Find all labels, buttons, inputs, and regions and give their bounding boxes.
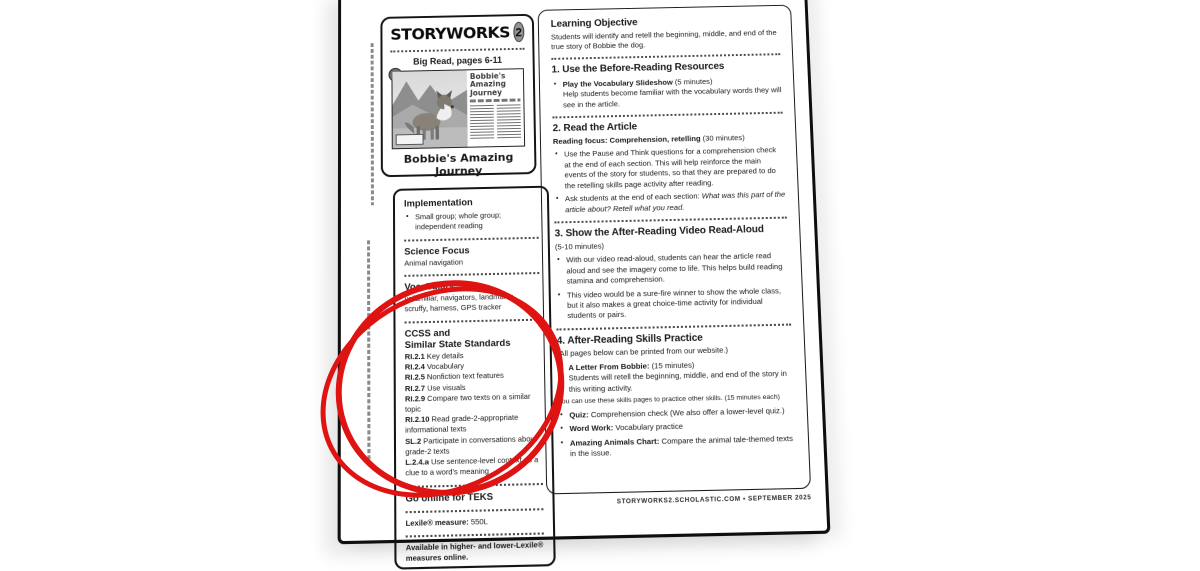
standard-item: L.2.4.a Use sentence-level context as a clue to a word's meaning bbox=[405, 454, 539, 478]
faux-text-column bbox=[497, 104, 521, 138]
lexile-note: Available in higher- and lower-Lexile® measures online. bbox=[405, 539, 544, 564]
lesson-plan-panel bbox=[538, 5, 811, 495]
standard-item: RI.2.10 Read grade-2-appropriate informational texts bbox=[405, 412, 519, 436]
section4-wordwork-bullet: Word Work: Vocabulary practice bbox=[569, 421, 684, 434]
bullet-marker: • bbox=[560, 425, 563, 433]
section1-bullet-lead: Play the Vocabulary Slideshow (5 minutes) bbox=[562, 76, 713, 89]
faux-text-column bbox=[470, 105, 494, 139]
thumbnail-subtitle-lines bbox=[470, 98, 520, 102]
article-title: Bobbie's Amazing Journey bbox=[403, 150, 514, 178]
section3-bullet2: This video would be a sure-fire winner to show the whole class, but it also makes a great choice-time activity for individual students or pairs. bbox=[566, 285, 782, 321]
teacher-guide-page bbox=[338, 0, 831, 564]
storyworks-logo bbox=[390, 22, 524, 45]
standard-item: RI.2.9 Compare two texts on a similar topic bbox=[404, 391, 531, 414]
dotted-divider bbox=[404, 271, 539, 277]
section2-bullet1: Use the Pause and Think questions for a comprehension check at the end of each section. This will help reinforce the main events of the story for students, so that they are prepared to do the retelling skills page activity after reading. bbox=[564, 145, 777, 191]
ccss-heading-line1: CCSS and bbox=[404, 327, 451, 339]
section4-bullet1-lead: A Letter From Bobbie: (15 minutes) bbox=[568, 360, 695, 373]
section3-time: (5-10 minutes) bbox=[554, 241, 605, 252]
bullet-marker: • bbox=[560, 411, 563, 419]
dotted-divider bbox=[552, 111, 782, 119]
standards-sidebar bbox=[393, 186, 556, 570]
section2-reading-focus: Reading focus: Comprehension, retelling (30 minutes) bbox=[552, 132, 745, 146]
implementation-text: Small group; whole group; independent reading bbox=[415, 210, 502, 232]
section4-heading: 4. After-Reading Skills Practice bbox=[556, 332, 703, 347]
teks-heading: Go online for TEKS bbox=[405, 490, 494, 504]
section4-chart-bullet: Amazing Animals Chart: Compare the animal tale-themed texts in the issue. bbox=[569, 433, 794, 459]
standard-item: RI.2.7 Use visuals bbox=[404, 382, 466, 393]
dotted-divider bbox=[556, 322, 791, 330]
section4-bullet1-body: Students will retell the beginning, middle, and end of the story in this writing activity. bbox=[568, 369, 788, 394]
dotted-divider bbox=[405, 481, 543, 487]
bullet-marker: • bbox=[553, 81, 557, 88]
standards-list bbox=[405, 349, 543, 479]
dotted-divider bbox=[406, 507, 544, 513]
dotted-divider bbox=[404, 235, 539, 241]
standard-item: RI.2.4 Vocabulary bbox=[404, 361, 465, 372]
science-focus-text: Animal navigation bbox=[404, 257, 464, 268]
article-preview-box bbox=[380, 14, 536, 177]
learning-objective-heading: Learning Objective bbox=[550, 17, 638, 30]
article-thumbnail-text bbox=[467, 69, 524, 147]
dotted-divider bbox=[390, 47, 524, 53]
section3-bullet1: With our video read-aloud, students can hear the article read aloud and see the imagery come to life. This helps build reading stamina and comprehension. bbox=[566, 251, 783, 286]
thumbnail-body-columns bbox=[470, 104, 521, 138]
section4-paragraph: You can use these skills pages to practice other skills. (15 minutes each) bbox=[557, 393, 781, 406]
vocabulary-heading: Vocabulary bbox=[404, 280, 455, 293]
standard-item: SL.2 Participate in conversations about grade-2 texts bbox=[405, 433, 537, 457]
dotted-divider bbox=[406, 531, 544, 537]
lexile-measure: Lexile® measure: 550L bbox=[405, 516, 488, 528]
grade-2-badge: 2 bbox=[513, 22, 525, 43]
section2-heading: 2. Read the Article bbox=[552, 121, 638, 135]
vocabulary-words: unfamiliar, navigators, landmarks, scruffy, harness, GPS tracker bbox=[404, 291, 516, 314]
bullet-marker: • bbox=[559, 364, 562, 372]
bullet-marker: • bbox=[557, 256, 560, 264]
bullet-marker: • bbox=[555, 195, 559, 203]
storyworks-wordmark: STORYWORKS bbox=[390, 22, 511, 44]
section4-note: (All pages below can be printed from our website.) bbox=[556, 345, 729, 359]
dotted-divider bbox=[405, 317, 541, 323]
photo-caption-box bbox=[396, 134, 424, 145]
article-thumbnail bbox=[391, 68, 525, 149]
implementation-heading: Implementation bbox=[403, 197, 473, 209]
section4-quiz-bullet: Quiz: Comprehension check (We also offer a lower-level quiz.) bbox=[569, 405, 785, 420]
section1-heading: 1. Use the Before-Reading Resources bbox=[551, 61, 725, 76]
bullet-marker: • bbox=[406, 213, 409, 221]
bullet-marker: • bbox=[557, 291, 561, 299]
standard-item: RI.2.1 Key details bbox=[404, 350, 464, 362]
thumbnail-title: Bobbie's Amazing Journey bbox=[469, 71, 506, 98]
section1-bullet-body: Help students become familiar with the vocabulary words they will see in the article. bbox=[562, 85, 782, 110]
bullet-marker: • bbox=[560, 439, 564, 447]
dog-photo bbox=[392, 70, 467, 148]
vertical-credit-text bbox=[371, 43, 374, 205]
science-focus-heading: Science Focus bbox=[404, 244, 470, 257]
section3-heading: 3. Show the After-Reading Video Read-Aloud bbox=[554, 224, 765, 240]
standard-item: RI.2.5 Nonfiction text features bbox=[404, 370, 504, 383]
big-read-label: Big Read, pages 6-11 bbox=[413, 55, 503, 67]
dotted-divider bbox=[554, 216, 786, 224]
bullet-marker: • bbox=[555, 151, 558, 159]
ccss-heading-line2: Similar State Standards bbox=[404, 337, 511, 350]
section2-bullet2: Ask students at the end of each section: What was this part of the article about? Retell what you read. bbox=[564, 189, 786, 214]
learning-objective-text: Students will identify and retell the beginning, middle, and end of the true story of Bobbie the dog. bbox=[550, 27, 777, 52]
dotted-divider bbox=[551, 53, 780, 61]
page-footer: STORYWORKS2.SCHOLASTIC.COM • SEPTEMBER 2025 bbox=[616, 494, 812, 506]
vertical-credit-text bbox=[367, 240, 370, 460]
